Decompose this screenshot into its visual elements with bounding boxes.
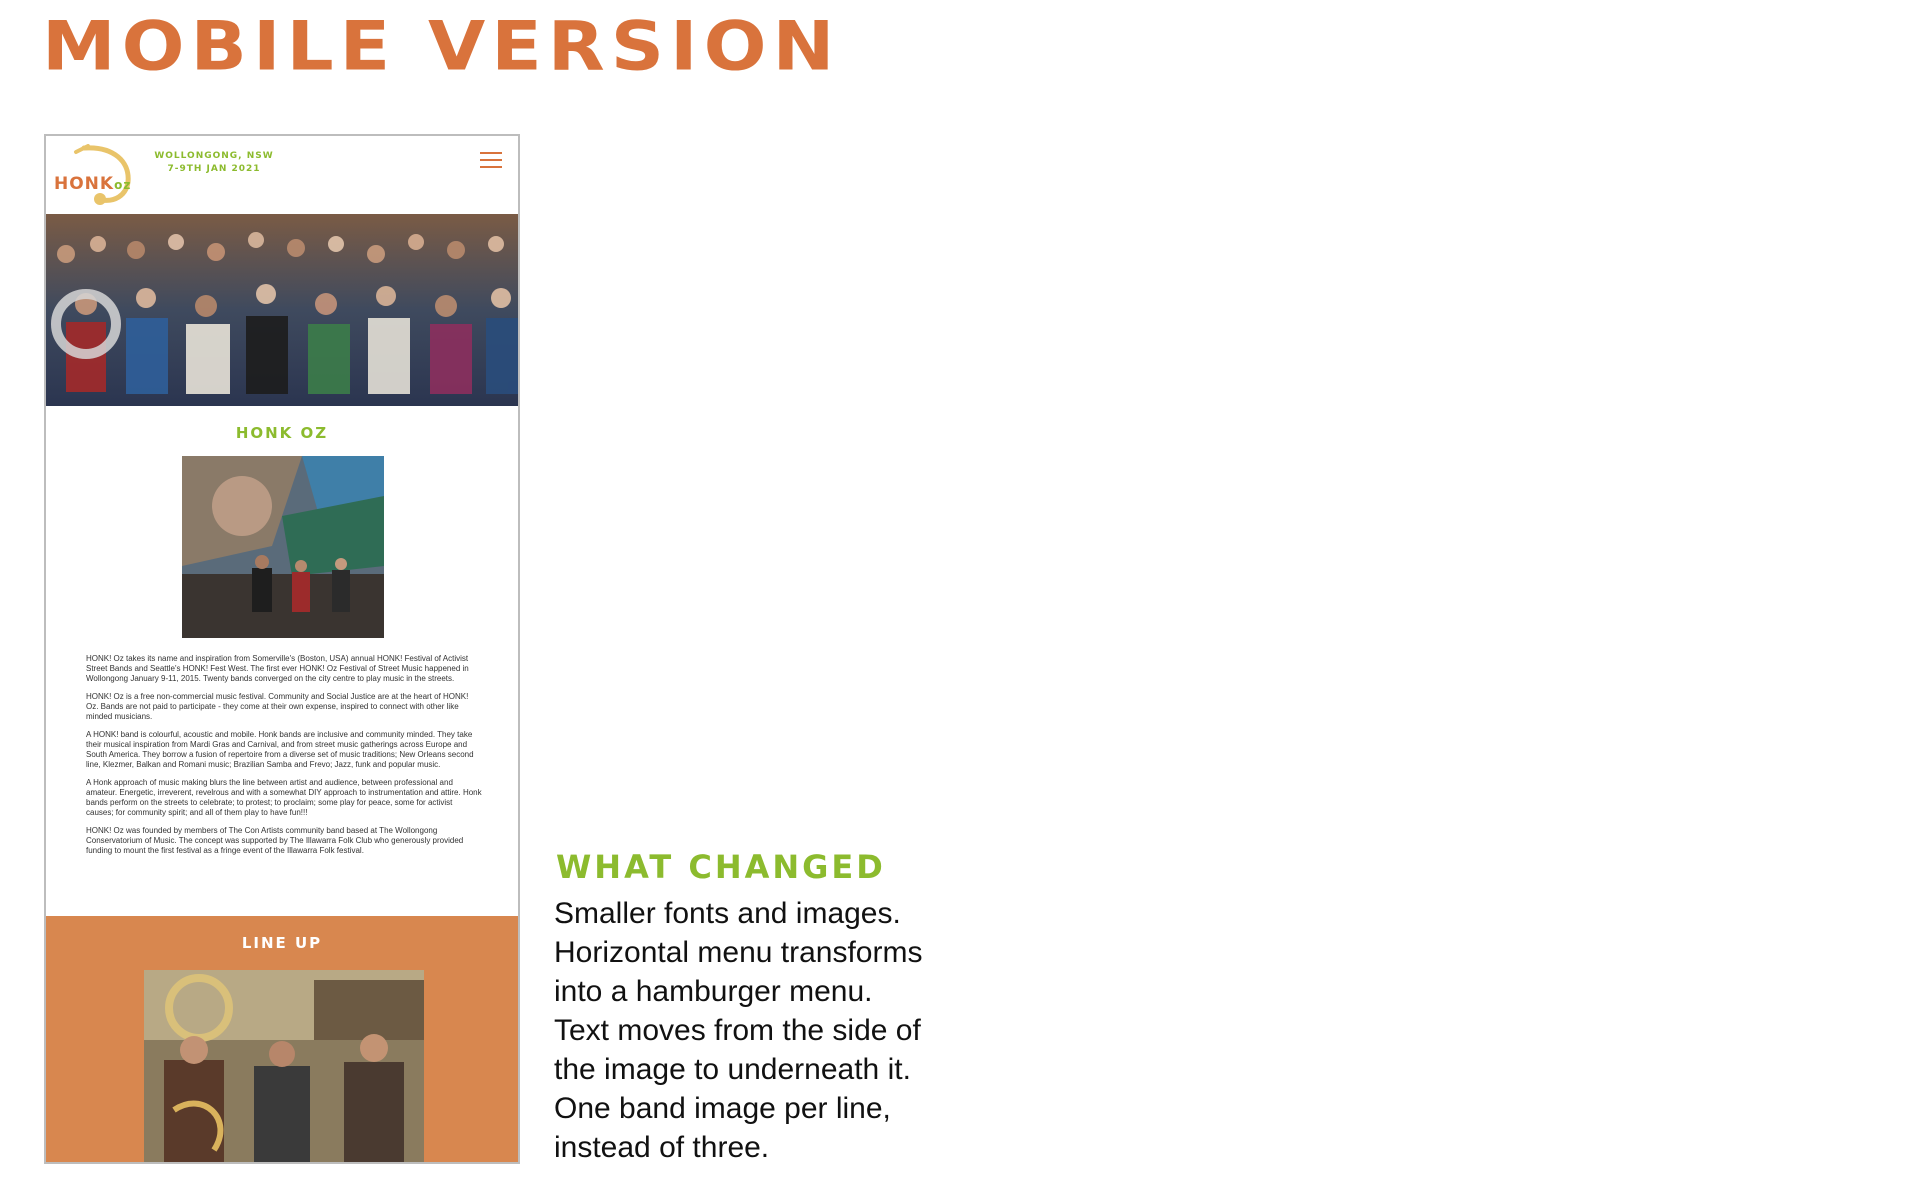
logo-suffix: oz xyxy=(114,178,132,192)
about-paragraph: HONK! Oz is a free non-commercial music festival. Community and Social Justice are at the heart of HONK! Oz. Bands are not paid to participate - they come at their own expense, inspired to connect with other like minded musicians. xyxy=(86,692,469,721)
event-dates: 7-9TH JAN 2021 xyxy=(167,164,261,174)
description-line: Horizontal menu transforms xyxy=(554,936,923,969)
section-title-honk-oz: HONK OZ xyxy=(235,424,329,442)
slide-title: MOBILE VERSION xyxy=(42,7,841,87)
lineup-title: LINE UP xyxy=(241,934,323,952)
event-info xyxy=(144,150,284,176)
lineup-section xyxy=(46,916,518,1164)
description-line: the image to underneath it. xyxy=(554,1053,911,1086)
about-paragraph: A Honk approach of music making blurs the line between artist and audience, between professional and amateur. Energetic, irreverent, revelrous and with a somewhat DIY approach to instrumentation and attire. Honk bands perform on the streets to celebrate; to protest; to proclaim; some play for peace, some for activist causes; for community spirit; and all of them play to have fun!!! xyxy=(86,778,482,817)
mural-band-photo xyxy=(182,456,384,638)
about-paragraph: HONK! Oz was founded by members of The Con Artists community band based at The Wollongong Conservatorium of Music. The concept was supported by The Illawarra Folk Club who generously provided funding to mount the first festival as a fringe event of the Illawarra Folk festival. xyxy=(86,826,464,855)
description-line: instead of three. xyxy=(554,1131,770,1164)
hero-crowd-photo xyxy=(46,214,518,406)
band-photo[interactable] xyxy=(144,970,424,1164)
honk-oz-logo[interactable] xyxy=(54,144,154,206)
description-line: Text moves from the side of xyxy=(554,1014,921,1047)
about-text xyxy=(86,654,482,864)
description-line: into a hamburger menu. xyxy=(554,975,873,1008)
mobile-header xyxy=(46,136,518,214)
what-changed-heading: WHAT CHANGED xyxy=(556,848,886,886)
hamburger-menu-icon[interactable] xyxy=(480,152,502,170)
what-changed-description xyxy=(554,894,974,1167)
logo-text: HONK xyxy=(54,174,115,194)
event-location: WOLLONGONG, NSW xyxy=(154,151,274,161)
about-paragraph: HONK! Oz takes its name and inspiration from Somerville's (Boston, USA) annual HONK! Festival of Activist Street Bands and Seattle's HONK! Fest West. The first ever HONK! Oz Festival of Street Music happened in Wollongong January 9-11, 2015. Twenty bands converged on the city centre to play music in the streets. xyxy=(86,654,469,683)
description-line: One band image per line, xyxy=(554,1092,891,1125)
about-paragraph: A HONK! band is colourful, acoustic and mobile. Honk bands are inclusive and community minded. They take their musical inspiration from Mardi Gras and Carnival, and from street music gatherings across Europe and South America. They borrow a fusion of repertoire from a diverse set of music traditions; New Orleans second line, Klezmer, Balkan and Romani music; Brazilian Samba and Frevo; Jazz, funk and popular music. xyxy=(86,730,474,769)
description-line: Smaller fonts and images. xyxy=(554,897,901,930)
mobile-mockup xyxy=(44,134,520,1164)
